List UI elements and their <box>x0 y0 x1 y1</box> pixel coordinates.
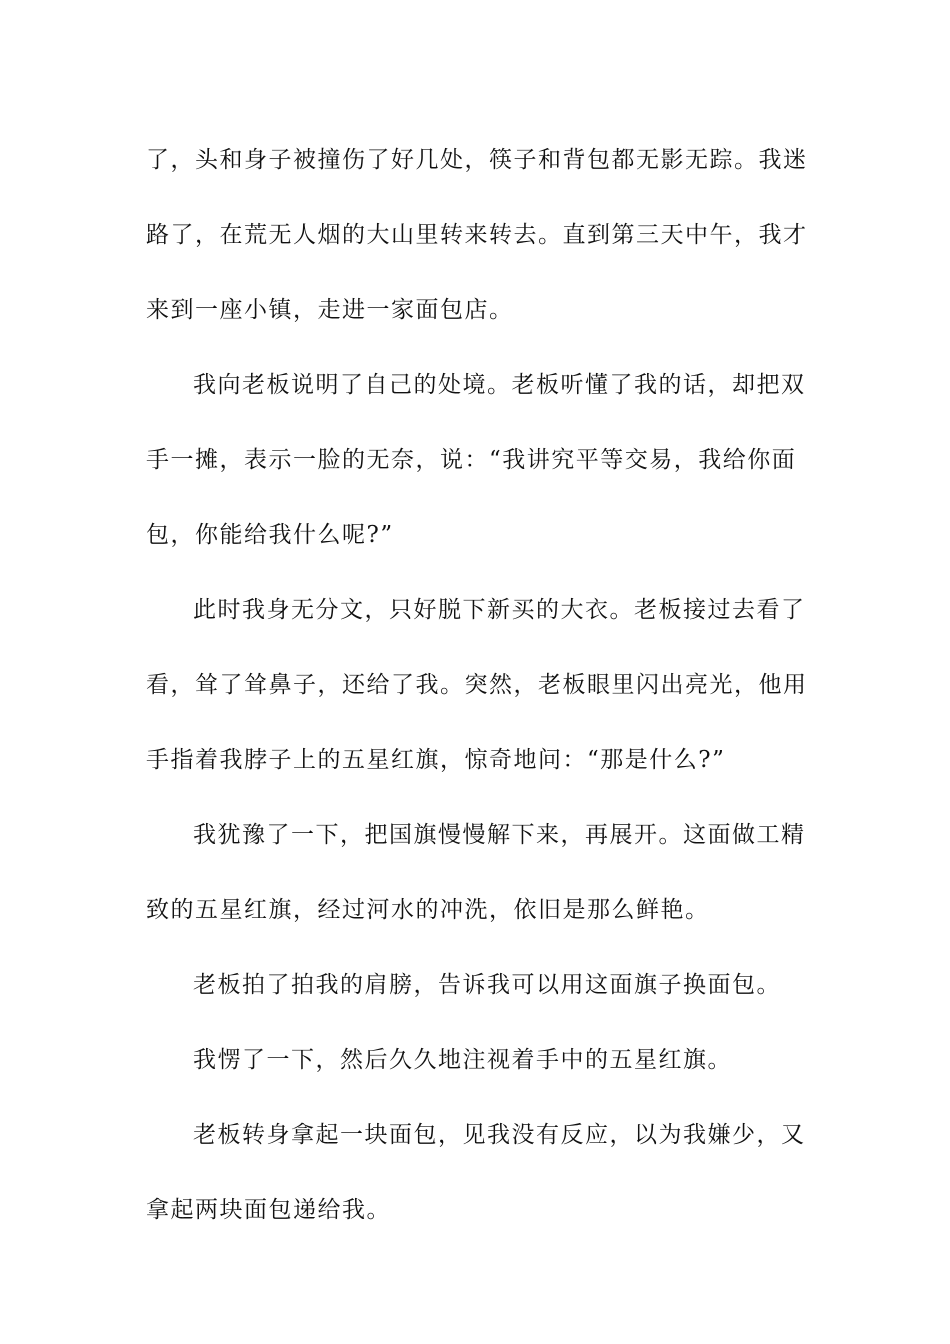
text-line: 手指着我脖子上的五星红旗，惊奇地问：“那是什么?” <box>146 747 726 773</box>
text-line: 包，你能给我什么呢?” <box>146 522 394 548</box>
paragraph-first-line: 此时我身无分文，只好脱下新买的大衣。老板接过去看了 <box>193 597 806 623</box>
text-line: 致的五星红旗，经过河水的冲洗，依旧是那么鲜艳。 <box>146 897 710 923</box>
paragraph-first-line: 我愣了一下，然后久久地注视着手中的五星红旗。 <box>193 1047 732 1073</box>
text-line: 拿起两块面包递给我。 <box>146 1197 391 1223</box>
text-line: 看，耸了耸鼻子，还给了我。突然，老板眼里闪出亮光，他用 <box>146 672 808 698</box>
text-line: 了，头和身子被撞伤了好几处，筷子和背包都无影无踪。我迷 <box>146 147 808 173</box>
text-line: 来到一座小镇，走进一家面包店。 <box>146 297 514 323</box>
paragraph-first-line: 我向老板说明了自己的处境。老板听懂了我的话，却把双 <box>193 372 806 398</box>
paragraph-first-line: 我犹豫了一下，把国旗慢慢解下来，再展开。这面做工精 <box>193 822 806 848</box>
paragraph-first-line: 老板拍了拍我的肩膀，告诉我可以用这面旗子换面包。 <box>193 972 781 998</box>
text-line: 路了，在荒无人烟的大山里转来转去。直到第三天中午，我才 <box>146 222 808 248</box>
paragraph-first-line: 老板转身拿起一块面包，见我没有反应，以为我嫌少，又 <box>193 1122 806 1148</box>
text-line: 手一摊，表示一脸的无奈，说：“我讲究平等交易，我给你面 <box>146 447 797 473</box>
